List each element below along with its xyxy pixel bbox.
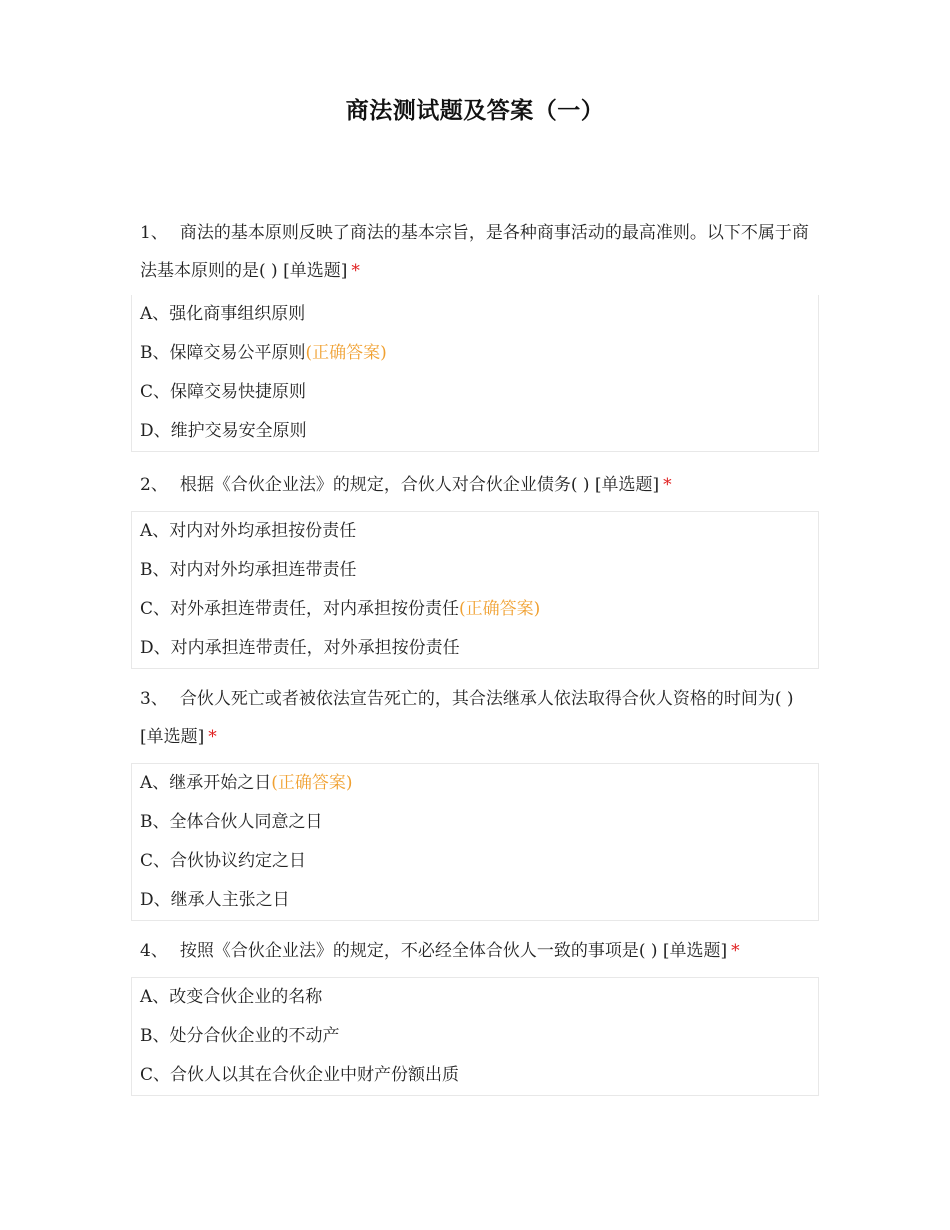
option-3a[interactable] (132, 764, 818, 803)
question-number: 1、 (140, 223, 168, 243)
question-4 (140, 932, 816, 970)
option-label: B、处分合伙企业的不动产 (140, 1026, 340, 1046)
question-text: 合伙人死亡或者被依法宣告死亡的，其合法继承人依法取得合伙人资格的时间为( ) [单选题] (140, 689, 794, 747)
options-group-4 (131, 977, 819, 1096)
option-1a[interactable] (132, 295, 818, 334)
option-2a[interactable] (132, 512, 818, 551)
correct-answer-tag: (正确答案) (459, 599, 541, 619)
option-4c[interactable] (132, 1056, 818, 1095)
option-label: B、对内对外均承担连带责任 (140, 560, 357, 580)
option-3d[interactable] (132, 881, 818, 920)
option-label: D、继承人主张之日 (140, 890, 290, 910)
option-3c[interactable] (132, 842, 818, 881)
option-label: A、改变合伙企业的名称 (140, 987, 323, 1007)
option-1d[interactable] (132, 412, 818, 451)
options-group-2 (131, 511, 819, 669)
options-group-1 (131, 295, 819, 452)
question-number: 4、 (140, 941, 168, 961)
page-title: 商法测试题及答案（一） (345, 98, 605, 124)
required-mark: * (351, 261, 360, 281)
option-4a[interactable] (132, 978, 818, 1017)
question-number: 3、 (140, 689, 168, 709)
required-mark: * (663, 475, 672, 495)
question-3 (140, 680, 816, 756)
option-label: A、继承开始之日 (140, 773, 272, 793)
question-text: 商法的基本原则反映了商法的基本宗旨，是各种商事活动的最高准则。以下不属于商法基本原则的是( ) [单选题] (140, 223, 809, 281)
correct-answer-tag: (正确答案) (305, 343, 387, 363)
option-4b[interactable] (132, 1017, 818, 1056)
option-label: C、合伙协议约定之日 (140, 851, 307, 871)
option-2d[interactable] (132, 629, 818, 668)
option-label: A、对内对外均承担按份责任 (140, 521, 357, 541)
option-label: C、合伙人以其在合伙企业中财产份额出质 (140, 1065, 460, 1085)
option-label: D、对内承担连带责任，对外承担按份责任 (140, 638, 460, 658)
option-label: C、保障交易快捷原则 (140, 382, 307, 402)
option-3b[interactable] (132, 803, 818, 842)
option-label: C、对外承担连带责任，对内承担按份责任 (140, 599, 460, 619)
required-mark: * (208, 727, 217, 747)
option-2b[interactable] (132, 551, 818, 590)
option-label: B、全体合伙人同意之日 (140, 812, 323, 832)
option-1c[interactable] (132, 373, 818, 412)
question-2 (140, 466, 816, 504)
question-text: 根据《合伙企业法》的规定，合伙人对合伙企业债务( ) [单选题] (179, 475, 660, 495)
options-group-3 (131, 763, 819, 921)
correct-answer-tag: (正确答案) (271, 773, 353, 793)
question-1 (140, 214, 816, 290)
option-label: A、强化商事组织原则 (140, 304, 306, 324)
question-number: 2、 (140, 475, 168, 495)
option-2c[interactable] (132, 590, 818, 629)
option-label: B、保障交易公平原则 (140, 343, 306, 363)
question-text: 按照《合伙企业法》的规定，不必经全体合伙人一致的事项是( ) [单选题] (179, 941, 728, 961)
required-mark: * (731, 941, 740, 961)
option-label: D、维护交易安全原则 (140, 421, 307, 441)
option-1b[interactable] (132, 334, 818, 373)
